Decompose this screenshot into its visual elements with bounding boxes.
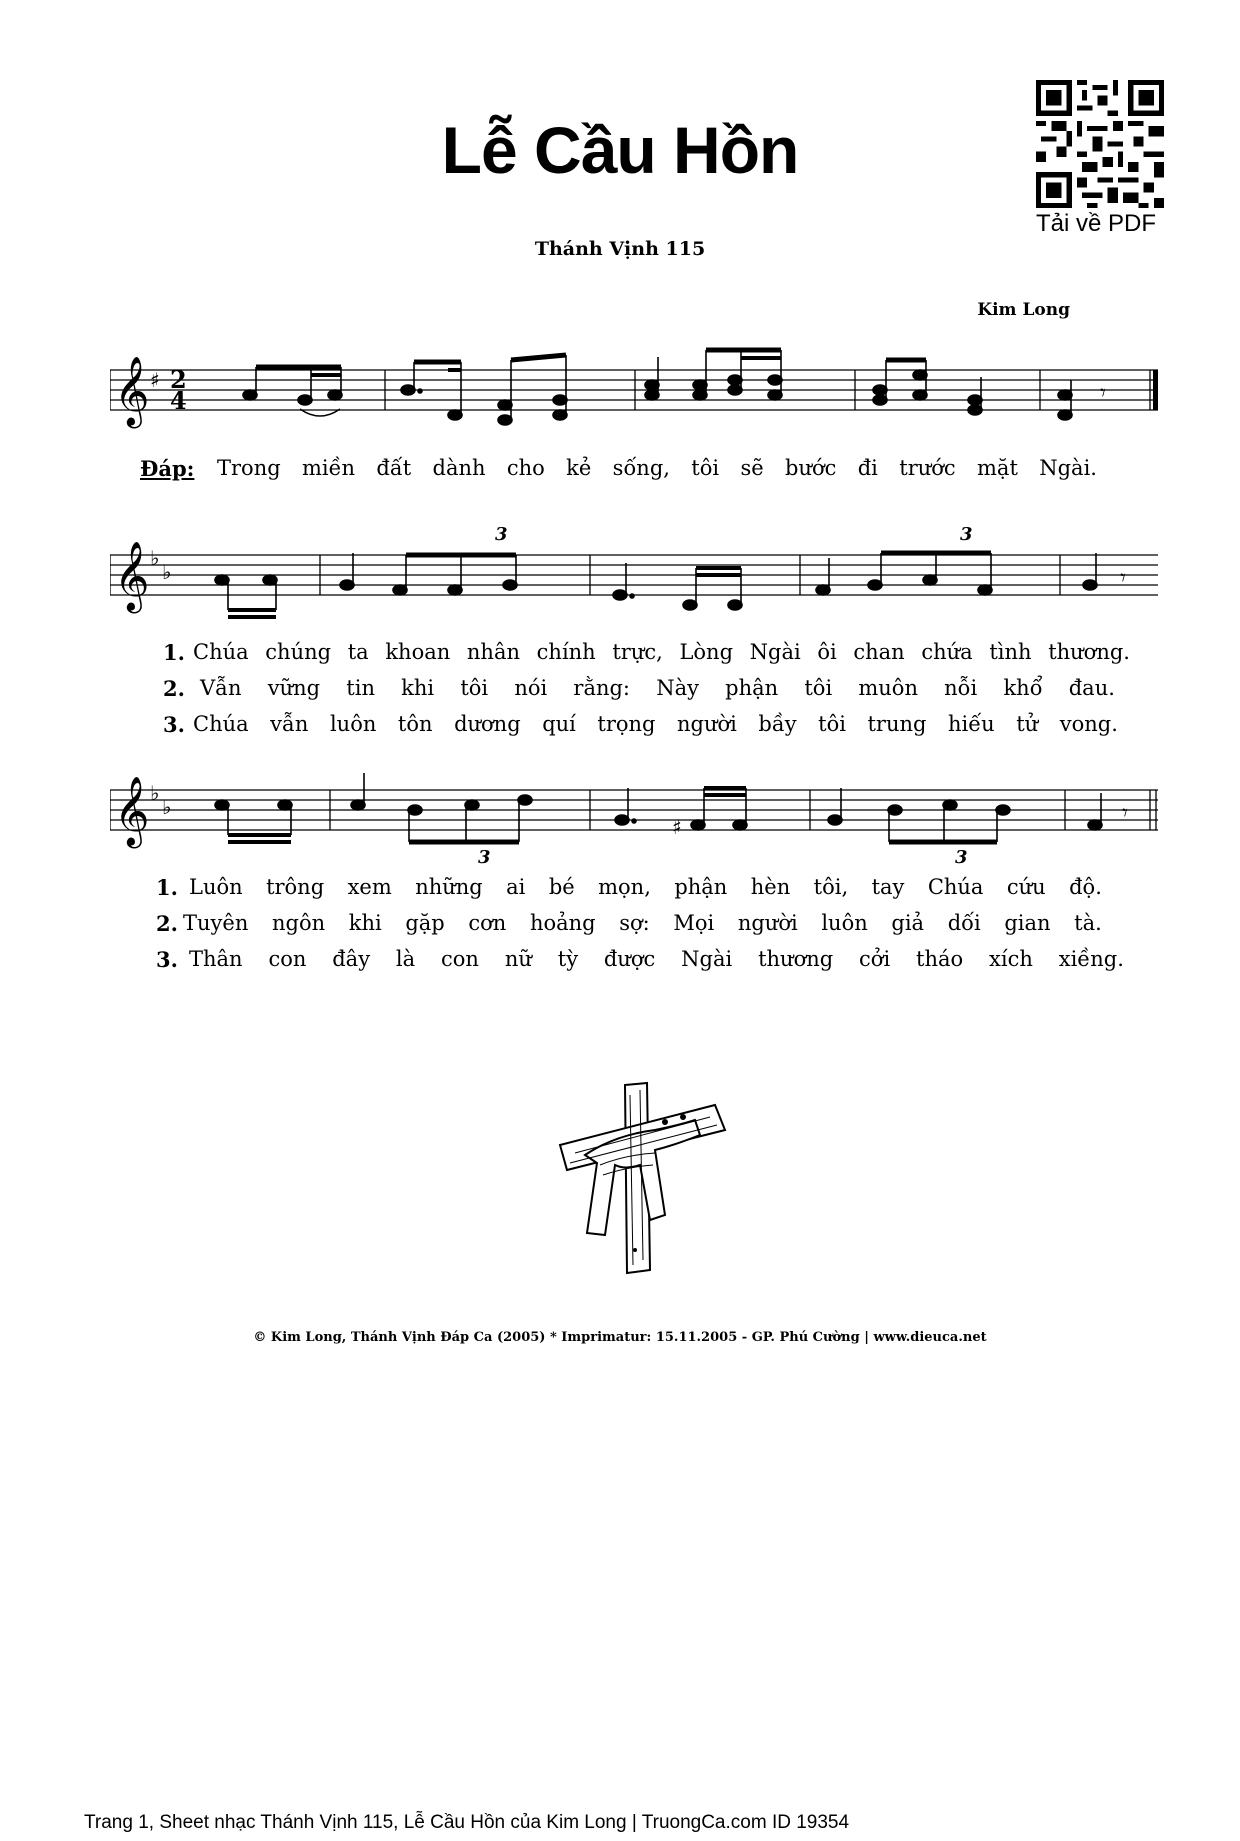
svg-text:♯: ♯	[672, 815, 682, 839]
svg-text:𝄾: 𝄾	[1122, 801, 1128, 826]
svg-text:♭: ♭	[162, 560, 172, 584]
svg-text:3: 3	[495, 524, 508, 545]
svg-text:𝄾: 𝄾	[1120, 566, 1126, 591]
song-title: Lễ Cầu Hồn	[441, 113, 799, 187]
svg-text:𝄞: 𝄞	[114, 776, 150, 846]
svg-text:𝄞: 𝄞	[114, 541, 150, 611]
svg-text:3: 3	[960, 524, 973, 545]
copyright-notice: © Kim Long, Thánh Vịnh Đáp Ca (2005) * Imprimatur: 15.11.2005 - GP. Phú Cường | www.dieuca.net	[253, 1330, 987, 1345]
svg-text:𝄾: 𝄾	[1100, 381, 1106, 406]
qr-code-icon[interactable]	[1036, 80, 1164, 208]
staff-verse-a	[110, 510, 1160, 630]
refrain-label: Đáp:	[140, 456, 195, 481]
svg-text:♯: ♯	[150, 368, 160, 392]
song-subtitle: Thánh Vịnh 115	[534, 238, 706, 260]
treble-clef-icon: 𝄞	[114, 356, 150, 426]
download-pdf-link[interactable]: Tải về PDF	[1036, 210, 1157, 237]
staff-refrain	[110, 325, 1160, 445]
svg-text:♭: ♭	[162, 795, 172, 819]
cross-with-cloth-icon	[555, 1075, 735, 1275]
staff-verse-b	[110, 745, 1160, 865]
refrain-lyrics: Trong miền đất dành cho kẻ sống, tôi sẽ bước đi trước mặt Ngài.	[217, 456, 1097, 480]
svg-text:3: 3	[478, 847, 491, 865]
svg-text:♭: ♭	[150, 546, 160, 570]
composer-name: Kim Long	[977, 300, 1070, 320]
svg-text:4: 4	[170, 386, 187, 415]
svg-text:♭: ♭	[150, 781, 160, 805]
svg-text:3: 3	[955, 847, 968, 865]
svg-text:2: 2	[170, 365, 187, 394]
page-footer: Trang 1, Sheet nhạc Thánh Vịnh 115, Lễ Cầu Hồn của Kim Long | TruongCa.com ID 19354	[84, 1812, 850, 1833]
